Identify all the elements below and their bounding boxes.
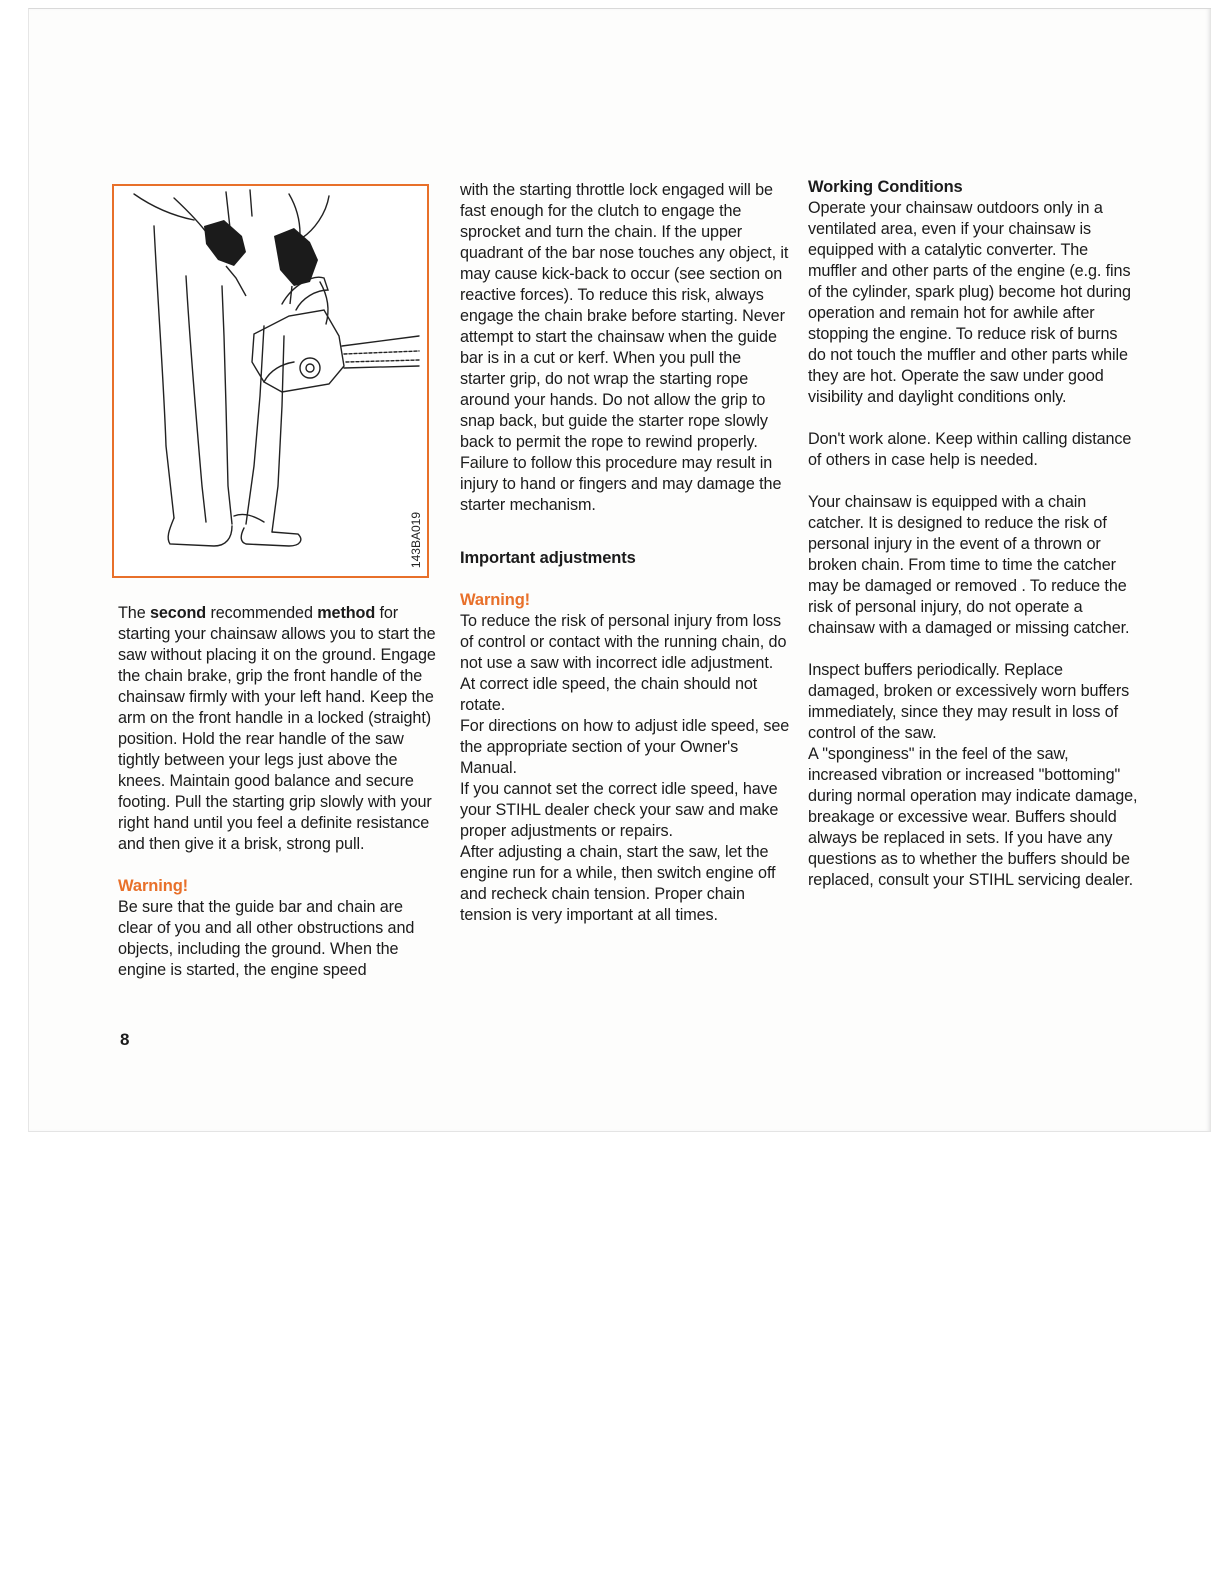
idle-adjustment-paragraph: To reduce the risk of personal injury from loss of control or contact with the running chain, do not use a saw with incorrect idle adjustment. At correct idle speed, the chain should not rotate. [460, 612, 787, 714]
chain-tension-paragraph: After adjusting a chain, start the saw, let the engine run for a while, then switch engine off and recheck chain tension. Proper chain tension is very important at all times. [460, 843, 776, 924]
figure-code: 143BA019 [409, 512, 423, 569]
throttle-lock-paragraph: with the starting throttle lock engaged will be fast enough for the clutch to engage the sprocket and turn the chain. If the upper quadrant of the bar nose touches any object, it may cause kick-back to occur (see section on reactive forces). To reduce this risk, always engage the chain brake before starting. Never attempt to start the chainsaw when the guide bar is in a cut or kerf. When you pull the starter grip, do not wrap the starting rope around your hands. Do not allow the grip to snap back, but guide the starter rope slowly back to permit the rope to rewind properly. Failure to follow this procedure may result in injury to hand or fingers and may damage the starter mechanism. [460, 181, 789, 514]
column-2 [460, 180, 790, 926]
sponginess-paragraph: A "sponginess" in the feel of the saw, increased vibration or increased "bottoming" during normal operation may indicate damage, breakage or excessive wear. Buffers should always be replaced in sets. If you have any questions as to whether the buffers should be replaced, consult your STIHL servicing dealer. [808, 745, 1138, 889]
chain-catcher-paragraph: Your chainsaw is equipped with a chain catcher. It is designed to reduce the risk of personal injury in the event of a thrown or broken chain. From time to time the catcher may be damaged or removed . To reduce the risk of personal injury, do not operate a chainsaw with a damaged or missing catcher. [808, 493, 1130, 637]
page-number: 8 [120, 1030, 130, 1049]
chainsaw-starting-figure [112, 184, 429, 578]
bold-second: second [150, 604, 207, 622]
chainsaw-illustration-drawing [114, 186, 427, 576]
important-adjustments-heading: Important adjustments [460, 549, 636, 567]
ventilation-paragraph: Operate your chainsaw outdoors only in a ventilated area, even if your chainsaw is equipped with a catalytic converter. The muffler and other parts of the engine (e.g. fins of the cylinder, spark plug) become hot during operation and remain hot for awhile after stopping the engine. To reduce risk of burns do not touch the muffler and other parts while they are hot. Operate the saw under good visibility and daylight conditions only. [808, 199, 1131, 406]
second-method-paragraph: The second recommended method for starting your chainsaw allows you to start the saw without placing it on the ground. Engage the chain brake, grip the front handle of the chainsaw firmly with your left hand. Keep the arm on the front handle in a locked (straight) position. Hold the rear handle of the saw tightly between your legs just above the knees. Maintain good balance and secure footing. Pull the starting grip slowly with your right hand until you feel a definite resistance and then give it a brisk, strong pull. [118, 604, 436, 853]
bold-method: method [317, 604, 376, 622]
idle-directions-paragraph: For directions on how to adjust idle speed, see the appropriate section of your Owner's Manual. [460, 717, 790, 777]
buffers-inspect-paragraph: Inspect buffers periodically. Replace damaged, broken or excessively worn buffers immediately, since they may result in loss of control of the saw. [808, 661, 1130, 742]
dealer-check-paragraph: If you cannot set the correct idle speed, have your STIHL dealer check your saw and make proper adjustments or repairs. [460, 780, 779, 840]
work-alone-paragraph: Don't work alone. Keep within calling distance of others in case help is needed. [808, 430, 1132, 469]
column-1 [118, 603, 436, 981]
column-3 [808, 177, 1138, 891]
guide-bar-clear-paragraph: Be sure that the guide bar and chain are clear of you and all other obstructions and objects, including the ground. When the engine is started, the engine speed [118, 898, 415, 979]
warning-heading: Warning! [460, 591, 531, 609]
working-conditions-heading: Working Conditions [808, 178, 963, 196]
warning-heading: Warning! [118, 877, 189, 895]
